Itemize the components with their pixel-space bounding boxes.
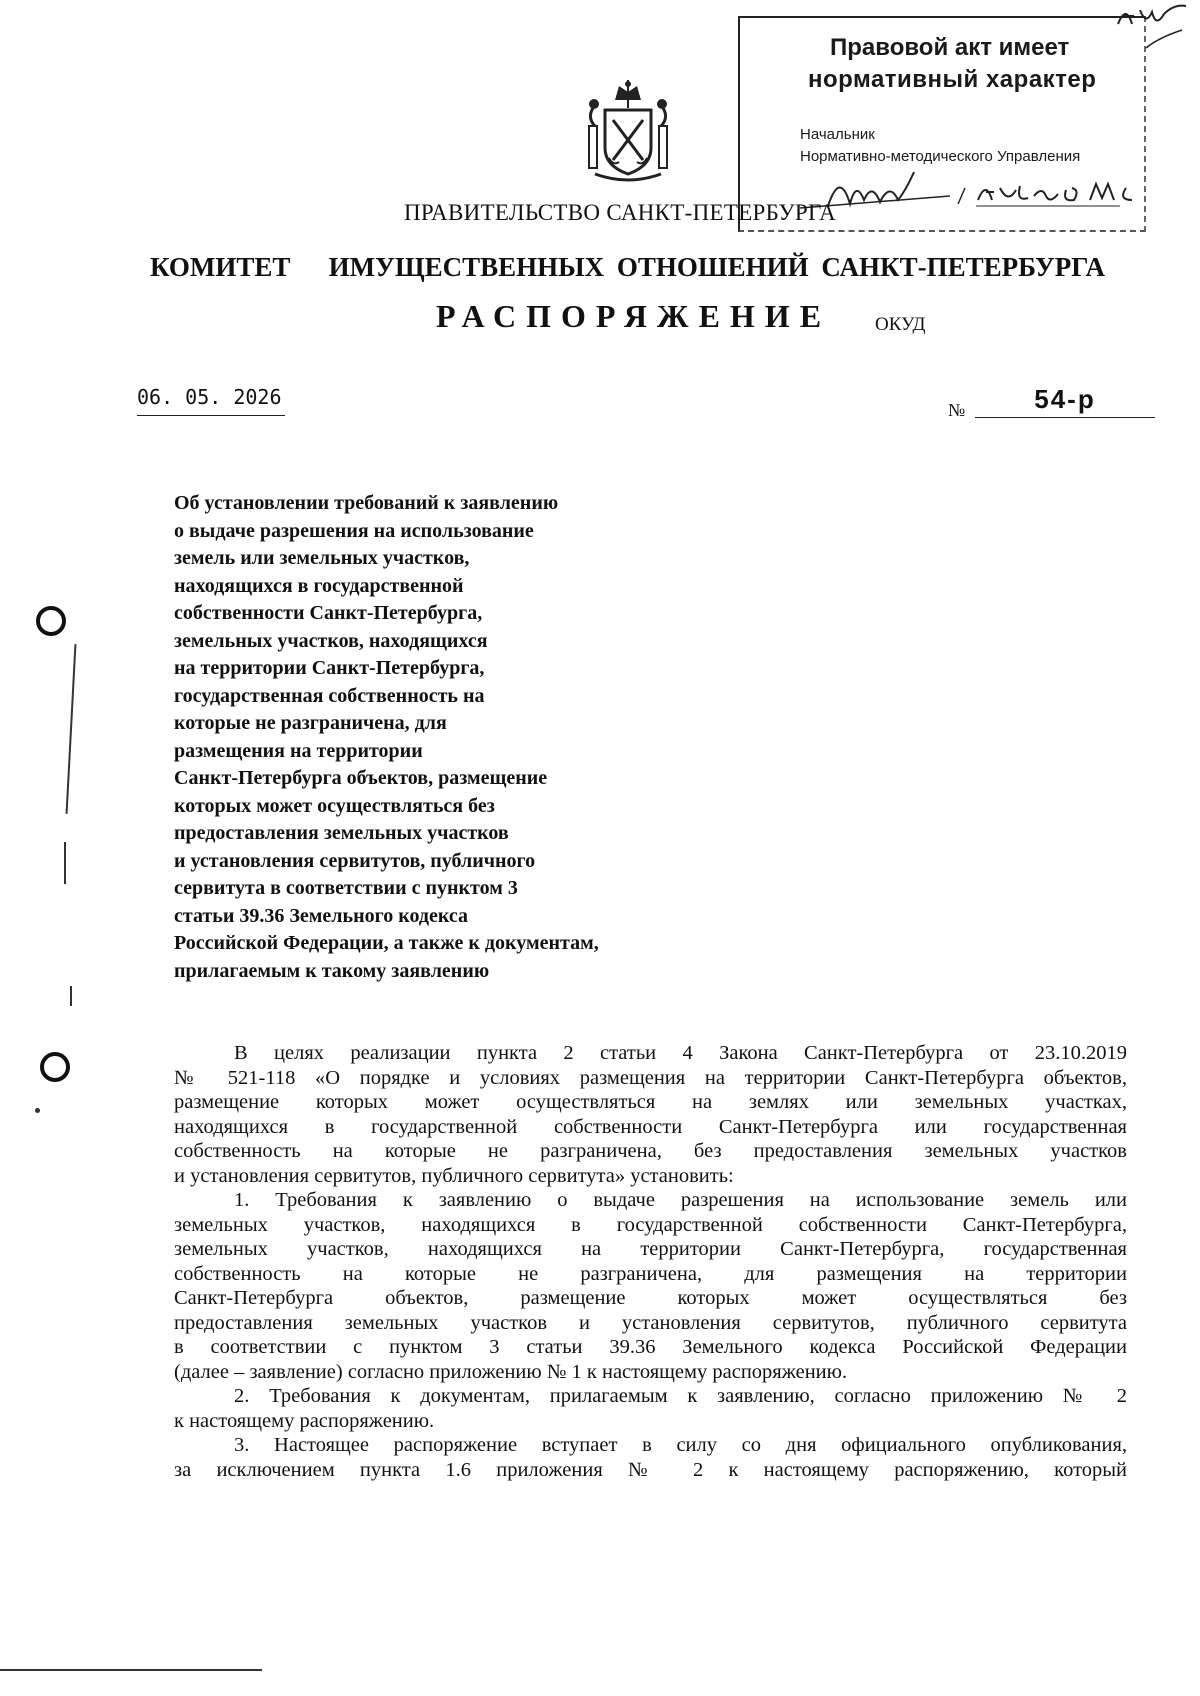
margin-mark [66, 644, 77, 814]
margin-mark [35, 1108, 40, 1113]
body-line: предоставления земельных участков и установления сервитутов, публичного сервитута [174, 1311, 1127, 1334]
title-line: государственная собственность на [174, 684, 485, 707]
title-line: Об установлении требований к заявлению [174, 492, 559, 514]
title-line: Российской Федерации, а также к документам, [174, 932, 599, 954]
body-line: 1. Требования к заявлению о выдаче разрешения на использование земель или [234, 1189, 1127, 1211]
body-line: за исключением пункта 1.6 приложения № 2 к настоящему распоряжению, который [174, 1458, 1127, 1481]
body-line: находящихся в государственной собственности Санкт-Петербурга или государственная [174, 1115, 1127, 1138]
title-line: земель или земельных участков, [174, 547, 470, 569]
title-line: земельных участков, находящихся [174, 629, 488, 652]
coat-of-arms-emblem [585, 78, 671, 186]
title-line: Санкт-Петербурга объектов, размещение [174, 767, 548, 789]
body-line: к настоящему распоряжению. [174, 1409, 435, 1432]
title-line: о выдаче разрешения на использование [174, 519, 534, 542]
title-line: и установления сервитутов, публичного [174, 849, 536, 872]
document-body [174, 1041, 1127, 1482]
body-line: Санкт-Петербурга объектов, размещение которых может осуществляться без [174, 1287, 1127, 1309]
title-line: сервитута в соответствии с пунктом 3 [174, 877, 518, 899]
body-line: (далее – заявление) согласно приложению № 1 к настоящему распоряжению. [174, 1360, 848, 1383]
stamp-line-1: Правовой акт имеет [830, 34, 1070, 61]
title-line: прилагаемым к такому заявлению [174, 959, 490, 982]
stamp-department: Нормативно-методического Управления [800, 148, 1081, 165]
okud-label: ОКУД [875, 314, 926, 335]
title-line: находящихся в государственной [174, 574, 464, 597]
body-line: размещение которых может осуществляться на землях или земельных участках, [174, 1091, 1127, 1113]
committee-heading: КОМИТЕТ ИМУЩЕСТВЕННЫХ ОТНОШЕНИЙ САНКТ-ПЕТЕРБУРГА [150, 252, 1106, 282]
body-line: земельных участков, находящихся на территории Санкт-Петербурга, государственная [174, 1238, 1127, 1260]
body-line: собственность на которые не разграничена, без предоставления земельных участков [174, 1140, 1127, 1162]
body-line: и установления сервитутов, публичного сервитута» установить: [174, 1164, 734, 1187]
stamp-line-2: нормативный характер [808, 66, 1097, 93]
document-title [174, 490, 734, 985]
number-sign: № [948, 400, 966, 420]
document-number: 54-р [975, 384, 1155, 418]
corner-handwritten-initials [1112, 0, 1192, 56]
body-line: в соответствии с пунктом 3 статьи 39.36 Земельного кодекса Российской Федерации [174, 1336, 1127, 1358]
title-line: которые не разграничена, для [174, 712, 447, 734]
government-heading: ПРАВИТЕЛЬСТВО САНКТ-ПЕТЕРБУРГА [404, 200, 837, 225]
document-type-heading: РАСПОРЯЖЕНИЕ [436, 298, 832, 334]
title-line: которых может осуществляться без [174, 794, 495, 817]
margin-mark [70, 986, 72, 1006]
footnote-rule [0, 1669, 262, 1671]
document-date: 06. 05. 2026 [137, 385, 285, 416]
title-line: собственности Санкт-Петербурга, [174, 602, 483, 624]
title-line: на территории Санкт-Петербурга, [174, 657, 485, 679]
body-line: В целях реализации пункта 2 статьи 4 Закона Санкт-Петербурга от 23.10.2019 [234, 1042, 1127, 1064]
body-line: собственность на которые не разграничена, для размещения на территории [174, 1262, 1127, 1285]
stamp-position: Начальник [800, 126, 875, 143]
body-line: земельных участков, находящихся в государственной собственности Санкт-Петербурга, [174, 1213, 1127, 1236]
body-line: 2. Требования к документам, прилагаемым к заявлению, согласно приложению № 2 [234, 1385, 1127, 1407]
punch-hole-mark [40, 1052, 70, 1082]
title-line: предоставления земельных участков [174, 822, 509, 844]
title-line: размещения на территории [174, 739, 423, 762]
title-line: статьи 39.36 Земельного кодекса [174, 904, 469, 927]
punch-hole-mark [36, 606, 66, 636]
body-line: 3. Настоящее распоряжение вступает в силу со дня официального опубликования, [234, 1434, 1127, 1456]
body-line: № 521-118 «О порядке и условиях размещения на территории Санкт-Петербурга объектов, [174, 1066, 1127, 1089]
margin-mark [64, 842, 66, 884]
